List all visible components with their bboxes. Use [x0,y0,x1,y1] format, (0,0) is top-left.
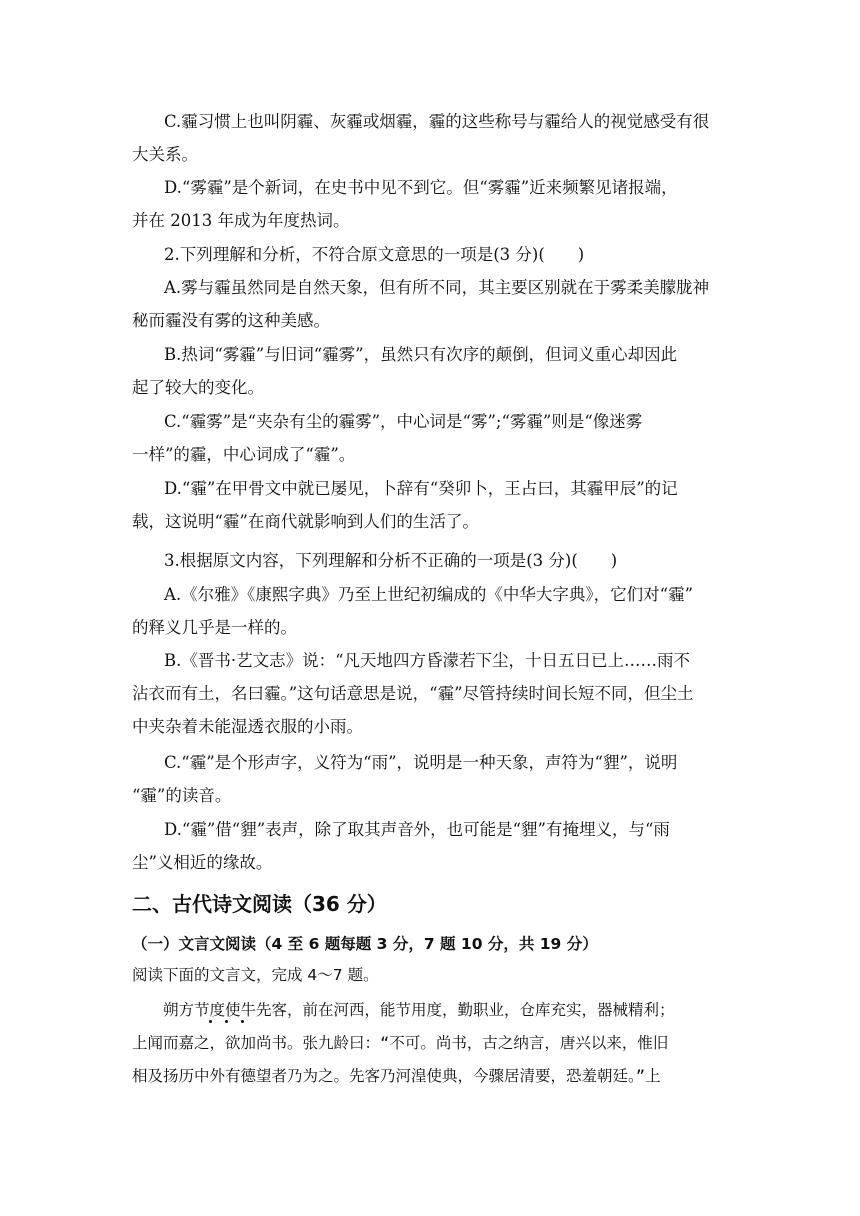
classical-line: 上闻而嘉之，欲加尚书。张九龄曰：“不可。尚书，古之纳言，唐兴以来，惟旧 [132,1034,669,1052]
option-c-paragraph: C.霾习惯上也叫阴霾、灰霾或烟霾，霾的这些称号与霾给人的视觉感受有很 大关系。 [132,112,710,164]
classical-passage [132,994,728,1093]
section-heading: 二、古代诗文阅读（36 分） [132,892,387,916]
q3-option-d: D.“霾”借“貍”表声，除了取其声音外，也可能是“貍”有掩埋义，与“雨 尘”义相近的缘故。 [132,820,670,872]
question-2: 2.下列理解和分析，不符合原文意思的一项是(3 分)( ) [164,245,585,264]
q3-option-c: C.“霾”是个形声字，义符为“雨”，说明是一种天象，声符为“貍”，说明 “霾”的读音。 [132,753,678,805]
instruction-text: 阅读下面的文言文，完成 4～7 题。 [132,966,379,984]
q3-option-a: A.《尔雅》《康熙字典》乃至上世纪初编成的《中华大字典》，它们对“霾” 的释义几乎是一样的。 [132,585,694,637]
q2-option-b: B.热词“雾霾”与旧词“霾雾”，虽然只有次序的颠倒，但词义重心却因此 起了较大的变化。 [132,345,678,397]
emphasis-dot [241,1020,244,1023]
classical-line: 相及扬历中外有德望者乃为之。先客乃河湟使典，今骤居清要，恐羞朝廷。”上 [132,1067,661,1085]
emphasis-dot [225,1020,228,1023]
question-3: 3.根据原文内容，下列理解和分析不正确的一项是(3 分)( ) [164,551,618,570]
q2-option-c: C.“霾雾”是“夹杂有尘的霾雾”，中心词是“雾”;“雾霾”则是“像迷雾 一样”的霾，中心词成了“霾”。 [132,412,643,464]
option-d-paragraph: D.“雾霾”是个新词，在史书中见不到它。但“雾霾”近来频繁见诸报端， 并在 2013 年成为年度热词。 [132,178,678,230]
q2-option-a: A.雾与霾虽然同是自然天象，但有所不同，其主要区别就在于雾柔美朦胧神 秘而霾没有雾的这种美感。 [132,278,710,330]
classical-line: 朔方节度使牛先客，前在河西，能节用度，勤职业，仓库充实，器械精利； [132,1001,675,1019]
emphasis-dot [209,1020,212,1023]
q2-option-d: D.“霾”在甲骨文中就已屡见，卜辞有“癸卯卜，王占曰，其霾甲辰”的记 载，这说明“霾”在商代就影响到人们的生活了。 [132,479,678,531]
q3-option-b: B.《晋书·艺文志》说：“凡天地四方昏濛若下尘，十日五日已上……雨不 沾衣而有土，名曰霾。”这句话意思是说，“霾”尽管持续时间长短不同，但尘土 中夹杂着未能湿透衣服的小雨。 [132,651,694,736]
subsection-heading: （一）文言文阅读（4 至 6 题每题 3 分，7 题 10 分，共 19 分） [132,935,598,953]
